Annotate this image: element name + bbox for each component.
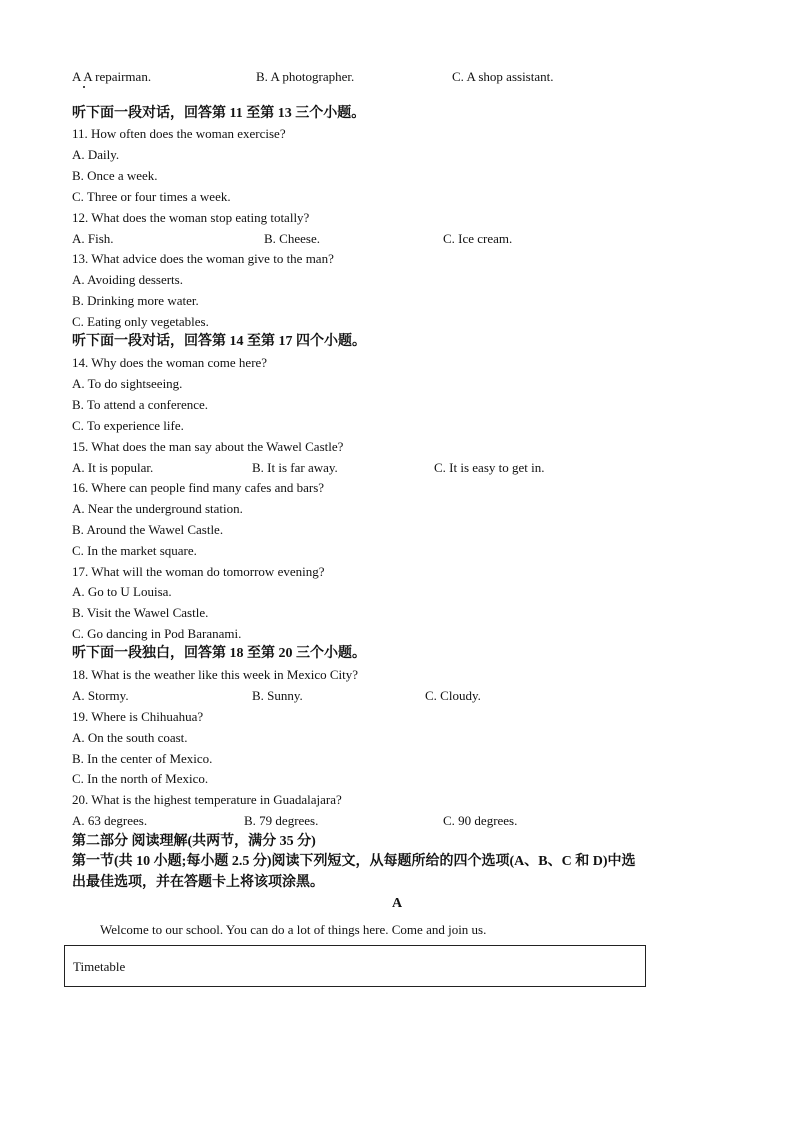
q16-option-a: A. Near the underground station. <box>72 501 243 516</box>
question-18: 18. What is the weather like this week in Mexico City? <box>72 667 359 682</box>
q14-option-c: C. To experience life. <box>72 418 184 433</box>
timetable-title: Timetable <box>73 959 126 974</box>
q18-option-b: B. Sunny. <box>252 688 303 703</box>
q17-option-a: A. Go to U Louisa. <box>72 584 172 599</box>
q12-option-a: A. Fish. <box>72 231 114 246</box>
q15-option-a: A. It is popular. <box>72 460 154 475</box>
q19-option-a: A. On the south coast. <box>72 730 188 745</box>
question-11: 11. How often does the woman exercise? <box>72 126 286 141</box>
q12-option-c: C. Ice cream. <box>443 231 513 246</box>
q11-option-b: B. Once a week. <box>72 168 158 183</box>
q17-option-c: C. Go dancing in Pod Baranami. <box>72 626 242 641</box>
question-16: 16. Where can people find many cafes and bars? <box>72 480 325 495</box>
q14-option-a: A. To do sightseeing. <box>72 376 183 391</box>
part2-instruction-line1: 第一节(共 10 小题;每小题 2.5 分)阅读下列短文，从每题所给的四个选项(A、B、C 和 D)中选 <box>72 854 636 869</box>
q20-option-b: B. 79 degrees. <box>244 813 319 828</box>
timetable-box <box>64 945 646 987</box>
bullet-dot <box>83 86 85 88</box>
question-12: 12. What does the woman stop eating totally? <box>72 210 310 225</box>
q11-option-c: C. Three or four times a week. <box>72 189 231 204</box>
question-19: 19. Where is Chihuahua? <box>72 709 204 724</box>
q16-option-b: B. Around the Wawel Castle. <box>72 522 224 537</box>
section-heading-18-20: 听下面一段独白，回答第 18 至第 20 三个小题。 <box>72 646 366 661</box>
q13-option-c: C. Eating only vegetables. <box>72 314 209 329</box>
question-15: 15. What does the man say about the Wawel Castle? <box>72 439 344 454</box>
section-heading-14-17: 听下面一段对话，回答第 14 至第 17 四个小题。 <box>72 334 366 349</box>
passage-letter: A <box>391 896 403 911</box>
q18-option-c: C. Cloudy. <box>425 688 481 703</box>
q18-option-a: A. Stormy. <box>72 688 129 703</box>
q13-option-a: A. Avoiding desserts. <box>72 272 183 287</box>
question-14: 14. Why does the woman come here? <box>72 355 268 370</box>
q11-option-a: A. Daily. <box>72 147 120 162</box>
q20-option-c: C. 90 degrees. <box>443 813 518 828</box>
q20-option-a: A. 63 degrees. <box>72 813 148 828</box>
question-17: 17. What will the woman do tomorrow evening? <box>72 564 325 579</box>
question-20: 20. What is the highest temperature in Guadalajara? <box>72 792 342 807</box>
q10-option-a: A A repairman. <box>72 69 152 84</box>
question-13: 13. What advice does the woman give to the man? <box>72 251 334 266</box>
part2-title: 第二部分 阅读理解(共两节，满分 35 分) <box>72 834 316 849</box>
passage-intro: Welcome to our school. You can do a lot of things here. Come and join us. <box>100 922 487 937</box>
q10-option-b: B. A photographer. <box>256 69 355 84</box>
q19-option-c: C. In the north of Mexico. <box>72 771 209 786</box>
q17-option-b: B. Visit the Wawel Castle. <box>72 605 209 620</box>
q13-option-b: B. Drinking more water. <box>72 293 199 308</box>
q16-option-c: C. In the market square. <box>72 543 197 558</box>
q15-option-b: B. It is far away. <box>252 460 338 475</box>
q14-option-b: B. To attend a conference. <box>72 397 209 412</box>
q10-option-c: C. A shop assistant. <box>452 69 554 84</box>
q12-option-b: B. Cheese. <box>264 231 320 246</box>
q15-option-c: C. It is easy to get in. <box>434 460 545 475</box>
section-heading-11-13: 听下面一段对话，回答第 11 至第 13 三个小题。 <box>72 106 366 121</box>
part2-instruction-line2: 出最佳选项，并在答题卡上将该项涂黑。 <box>72 875 324 890</box>
q19-option-b: B. In the center of Mexico. <box>72 751 213 766</box>
